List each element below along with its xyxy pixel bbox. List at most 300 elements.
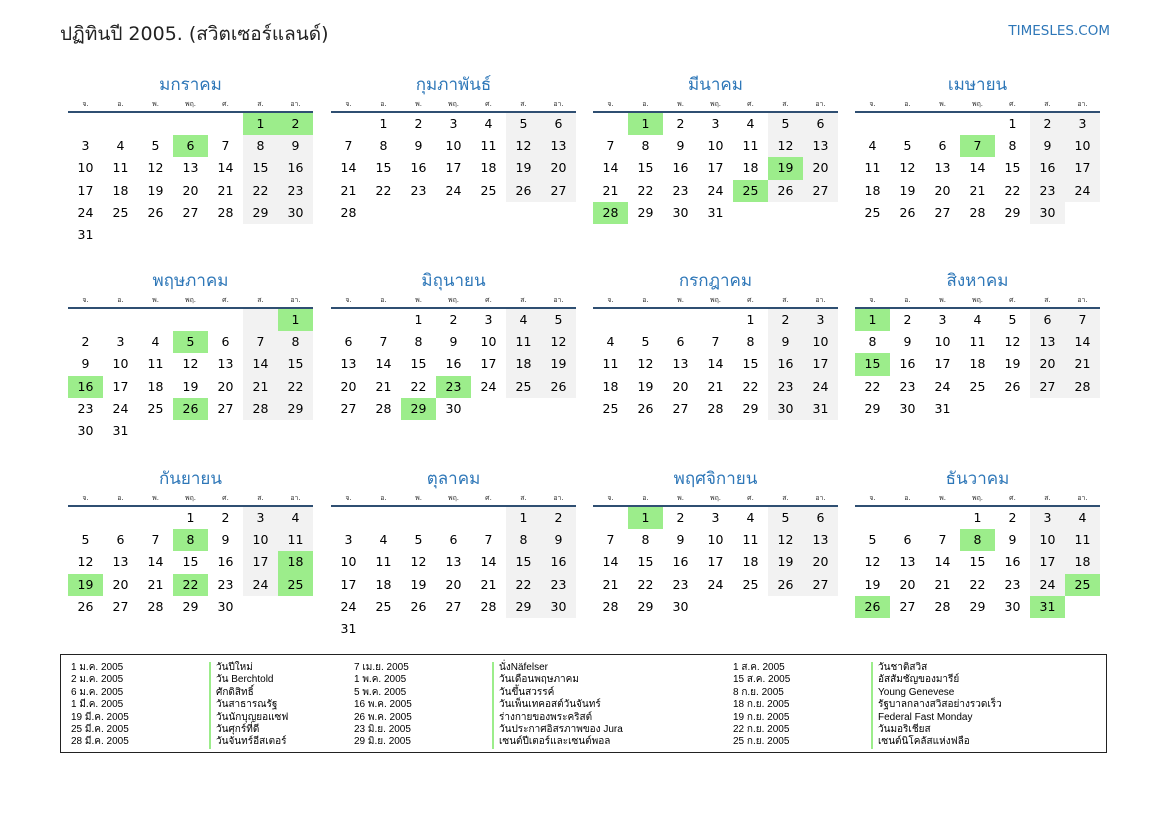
weekend-day-cell: 10 (1030, 529, 1065, 551)
day-cell: 12 (899, 160, 916, 176)
day-cell: 29 (969, 598, 986, 614)
day-cell: 9 (414, 138, 423, 154)
day-cell: 3 (344, 532, 353, 548)
day-cell: 22 (742, 378, 759, 394)
day-cell: 16 (672, 160, 689, 176)
day-cell: 10 (480, 334, 497, 350)
weekday-label: ศ. (222, 100, 229, 108)
day-cell: 7 (606, 532, 615, 548)
day-cell: 8 (641, 532, 650, 548)
day-cell: 21 (217, 182, 234, 198)
holiday-date: 22 ก.ย. 2005 (733, 723, 790, 735)
day-cell: 20 (445, 576, 462, 592)
weekend-day-cell: 3 (803, 309, 838, 331)
day-cell: 24 (340, 598, 357, 614)
day-cell: 23 (217, 576, 234, 592)
holiday-day-cell: 19 (768, 157, 803, 179)
day-cell: 18 (864, 182, 881, 198)
day-cell: 9 (81, 356, 90, 372)
empty-cell (628, 309, 663, 331)
weekend-day-cell: 28 (1065, 376, 1100, 398)
holiday-day-cell: 23 (436, 376, 471, 398)
weekend-day-cell: 7 (1065, 309, 1100, 331)
day-cell: 3 (938, 312, 947, 327)
day-cell: 21 (707, 378, 724, 394)
holiday-day-cell: 25 (733, 180, 768, 202)
day-cell: 20 (182, 182, 199, 198)
day-cell: 19 (1004, 356, 1021, 372)
day-cell: 4 (151, 334, 160, 350)
weekday-label: ศ. (485, 100, 492, 108)
weekend-day-cell: 29 (506, 596, 541, 618)
day-cell: 9 (676, 532, 685, 548)
day-cell: 7 (711, 334, 720, 350)
day-cell: 4 (606, 334, 615, 350)
holiday-date: 25 มี.ค. 2005 (71, 723, 129, 735)
empty-cell (173, 309, 208, 331)
day-cell: 3 (81, 138, 90, 154)
day-cell: 5 (1008, 312, 1017, 327)
weekend-day-cell: 12 (768, 135, 803, 157)
holiday-row (733, 712, 1002, 724)
weekday-label: พ. (415, 296, 422, 304)
month-calendar (855, 268, 1100, 420)
weekend-day-cell: 14 (243, 353, 278, 375)
day-cell: 15 (637, 554, 654, 570)
weekday-label: ศ. (222, 494, 229, 502)
weekend-day-cell: 8 (243, 135, 278, 157)
day-cell: 13 (112, 554, 129, 570)
weekend-day-cell: 11 (1065, 529, 1100, 551)
day-cell: 29 (637, 204, 654, 220)
holiday-day-cell: 7 (960, 135, 995, 157)
empty-cell (331, 113, 366, 135)
day-cell: 18 (742, 554, 759, 570)
holiday-row (354, 699, 623, 711)
day-cell: 14 (707, 356, 724, 372)
empty-cell (103, 309, 138, 331)
weekend-day-cell: 20 (803, 551, 838, 573)
day-cell: 28 (969, 204, 986, 220)
weekday-label: อา. (815, 296, 826, 304)
weekend-day-cell: 10 (1065, 135, 1100, 157)
weekend-day-cell: 24 (1065, 180, 1100, 202)
weekday-label: อา. (815, 494, 826, 502)
day-cell: 7 (151, 532, 160, 548)
holiday-column (354, 662, 623, 749)
weekend-day-cell: 5 (768, 507, 803, 529)
weekend-day-cell: 24 (1030, 574, 1065, 596)
day-cell: 11 (375, 554, 392, 570)
weekend-day-cell: 23 (541, 574, 576, 596)
day-cell: 7 (938, 532, 947, 548)
weekday-label: พ. (677, 100, 684, 108)
holiday-day-cell: 26 (855, 596, 890, 618)
day-cell: 3 (711, 510, 720, 525)
holiday-day-cell: 1 (628, 507, 663, 529)
weekday-label: ศ. (485, 494, 492, 502)
day-cell: 22 (864, 378, 881, 394)
weekend-day-cell: 4 (278, 507, 313, 529)
holiday-day-cell: 28 (593, 202, 628, 224)
holiday-name: Young Genevese (871, 687, 954, 699)
day-cell: 2 (903, 312, 912, 327)
month-name: มิถุนายน (421, 271, 486, 291)
weekend-day-cell: 14 (1065, 331, 1100, 353)
holiday-day-cell: 5 (173, 331, 208, 353)
weekday-label: ศ. (1009, 296, 1016, 304)
empty-cell (103, 507, 138, 529)
holiday-row (354, 724, 623, 736)
holiday-date: 23 มิ.ย. 2005 (354, 723, 411, 735)
day-cell: 6 (676, 334, 685, 350)
weekend-day-cell: 1 (506, 507, 541, 529)
weekday-label: อ. (642, 296, 649, 304)
empty-cell (68, 309, 103, 331)
weekend-day-cell: 18 (506, 353, 541, 375)
weekday-label: อา. (553, 100, 564, 108)
holiday-day-cell: 26 (173, 398, 208, 420)
day-cell: 13 (182, 160, 199, 176)
holiday-row (733, 662, 1002, 674)
holiday-date: 25 ก.ย. 2005 (733, 736, 790, 748)
day-cell: 21 (934, 576, 951, 592)
month-name: กันยายน (158, 469, 222, 489)
day-cell: 19 (864, 576, 881, 592)
day-cell: 18 (602, 378, 619, 394)
weekday-label: พ. (939, 296, 946, 304)
weekday-header (855, 294, 1100, 307)
day-cell: 24 (112, 400, 129, 416)
month-name: พฤศจิกายน (673, 469, 758, 489)
empty-cell (890, 507, 925, 529)
holiday-name: วันสาธารณรัฐ (209, 699, 277, 711)
weekday-label: อ. (117, 494, 124, 502)
holiday-row (354, 712, 623, 724)
day-cell: 22 (1004, 182, 1021, 198)
weekday-label: อา. (815, 100, 826, 108)
day-cell: 23 (672, 576, 689, 592)
weekend-day-cell: 13 (1030, 331, 1065, 353)
day-cell: 25 (112, 204, 129, 220)
holiday-date: 19 ก.ย. 2005 (733, 711, 790, 723)
day-cell: 14 (934, 554, 951, 570)
weekend-day-cell: 11 (278, 529, 313, 551)
holiday-day-cell: 16 (68, 376, 103, 398)
weekend-day-cell: 10 (803, 331, 838, 353)
empty-cell (593, 113, 628, 135)
weekend-day-cell: 20 (803, 157, 838, 179)
holiday-row (354, 662, 623, 674)
holiday-list (60, 654, 1107, 753)
weekday-label: อ. (117, 100, 124, 108)
weekday-label: พฤ. (447, 100, 460, 108)
weekday-label: ศ. (747, 100, 754, 108)
weekend-day-cell: 9 (541, 529, 576, 551)
weekday-label: พฤ. (709, 494, 722, 502)
holiday-date: 29 มิ.ย. 2005 (354, 736, 411, 748)
holiday-name: วันประกาศอิสรภาพของ Jura (492, 724, 623, 736)
day-cell: 23 (899, 378, 916, 394)
empty-cell (68, 113, 103, 135)
weekend-day-cell: 9 (1030, 135, 1065, 157)
holiday-name: วันมอริเชียส (871, 724, 931, 736)
day-cell: 7 (344, 138, 353, 154)
weekend-day-cell: 29 (243, 202, 278, 224)
day-cell: 14 (375, 356, 392, 372)
holiday-day-cell: 6 (173, 135, 208, 157)
holiday-date: 2 ม.ค. 2005 (71, 674, 124, 686)
weekday-label: พ. (415, 100, 422, 108)
weekday-label: จ. (345, 296, 352, 304)
day-cell: 11 (742, 138, 759, 154)
day-cell: 20 (672, 378, 689, 394)
month-name: ตุลาคม (426, 469, 481, 489)
day-cell: 6 (116, 532, 125, 548)
weekend-day-cell: 16 (1030, 157, 1065, 179)
day-cell: 22 (637, 182, 654, 198)
empty-cell (138, 507, 173, 529)
day-cell: 25 (969, 378, 986, 394)
holiday-name: วันจันทร์อีสเตอร์ (209, 736, 287, 748)
day-cell: 10 (934, 334, 951, 350)
day-cell: 12 (864, 554, 881, 570)
day-cell: 11 (480, 138, 497, 154)
weekday-label: อ. (904, 296, 911, 304)
weekend-day-cell: 6 (803, 113, 838, 135)
weekend-day-cell: 17 (243, 551, 278, 573)
weekday-label: จ. (869, 296, 876, 304)
weekend-day-cell: 30 (541, 596, 576, 618)
weekday-header (68, 492, 313, 505)
day-cell: 8 (746, 334, 755, 350)
day-cell: 4 (973, 312, 982, 327)
day-cell: 6 (449, 532, 458, 548)
day-cell: 10 (77, 160, 94, 176)
weekend-day-cell: 20 (541, 157, 576, 179)
day-cell: 12 (77, 554, 94, 570)
weekend-day-cell: 22 (278, 376, 313, 398)
weekend-day-cell: 13 (803, 529, 838, 551)
day-cell: 6 (221, 334, 230, 350)
empty-cell (960, 113, 995, 135)
weekday-label: ศ. (747, 494, 754, 502)
weekday-label: จ. (82, 100, 89, 108)
day-cell: 29 (742, 400, 759, 416)
empty-cell (366, 507, 401, 529)
weekday-label: พฤ. (447, 296, 460, 304)
holiday-name: อัสสัมชัญของมารีย์ (871, 674, 959, 686)
day-cell: 15 (742, 356, 759, 372)
day-cell: 24 (445, 182, 462, 198)
day-cell: 4 (868, 138, 877, 154)
holiday-date: 19 มี.ค. 2005 (71, 711, 129, 723)
weekend-day-cell: 27 (541, 180, 576, 202)
day-cell: 12 (637, 356, 654, 372)
weekend-day-cell: 17 (803, 353, 838, 375)
holiday-date: 5 พ.ค. 2005 (354, 686, 407, 698)
day-cell: 5 (414, 532, 423, 548)
day-cell: 27 (934, 204, 951, 220)
weekend-day-cell: 27 (803, 574, 838, 596)
month-calendar (593, 72, 838, 224)
day-cell: 27 (899, 598, 916, 614)
weekend-day-cell: 20 (1030, 353, 1065, 375)
day-cell: 1 (973, 510, 982, 525)
month-calendar (855, 72, 1100, 224)
month-calendar (331, 466, 576, 640)
weekend-day-cell: 27 (1030, 376, 1065, 398)
empty-cell (663, 309, 698, 331)
holiday-row (354, 687, 623, 699)
day-cell: 30 (217, 598, 234, 614)
day-grid (331, 113, 576, 224)
weekday-label: พ. (152, 100, 159, 108)
day-cell: 6 (938, 138, 947, 154)
empty-cell (103, 113, 138, 135)
weekend-day-cell: 19 (506, 157, 541, 179)
weekday-label: พ. (152, 494, 159, 502)
day-cell: 27 (445, 598, 462, 614)
day-cell: 17 (445, 160, 462, 176)
weekend-day-cell: 31 (803, 398, 838, 420)
day-cell: 2 (414, 116, 423, 131)
weekday-header (68, 294, 313, 307)
weekend-day-cell: 22 (243, 180, 278, 202)
day-cell: 12 (410, 554, 427, 570)
month-calendar (331, 268, 576, 420)
day-cell: 9 (221, 532, 230, 548)
weekend-day-cell: 12 (768, 529, 803, 551)
weekend-day-cell: 30 (1030, 202, 1065, 224)
weekend-day-cell: 24 (243, 574, 278, 596)
day-cell: 26 (899, 204, 916, 220)
day-cell: 26 (147, 204, 164, 220)
weekday-label: ส. (257, 100, 264, 108)
day-cell: 15 (969, 554, 986, 570)
day-cell: 25 (602, 400, 619, 416)
day-cell: 10 (707, 532, 724, 548)
weekend-day-cell: 26 (541, 376, 576, 398)
holiday-column (71, 662, 288, 749)
day-cell: 28 (147, 598, 164, 614)
day-grid (68, 113, 313, 246)
brand-link[interactable]: TIMESLES.COM (1008, 23, 1110, 39)
weekday-header (331, 98, 576, 111)
holiday-date: 1 ส.ค. 2005 (733, 662, 785, 673)
weekday-label: อ. (380, 100, 387, 108)
day-cell: 12 (182, 356, 199, 372)
weekend-day-cell: 9 (278, 135, 313, 157)
day-cell: 30 (445, 400, 462, 416)
day-cell: 10 (340, 554, 357, 570)
weekday-label: ศ. (1009, 100, 1016, 108)
weekday-label: อา. (553, 494, 564, 502)
day-cell: 25 (742, 576, 759, 592)
weekday-label: จ. (607, 494, 614, 502)
day-cell: 24 (707, 182, 724, 198)
weekday-label: พฤ. (447, 494, 460, 502)
day-cell: 17 (934, 356, 951, 372)
weekend-day-cell: 13 (803, 135, 838, 157)
day-grid (331, 309, 576, 420)
day-cell: 18 (147, 378, 164, 394)
weekday-header (331, 492, 576, 505)
day-grid (855, 113, 1100, 224)
weekday-label: พฤ. (971, 100, 984, 108)
empty-cell (698, 309, 733, 331)
weekday-label: ส. (520, 100, 527, 108)
weekend-day-cell: 15 (278, 353, 313, 375)
weekend-day-cell: 19 (768, 551, 803, 573)
weekend-day-cell: 12 (506, 135, 541, 157)
weekday-label: ส. (520, 494, 527, 502)
day-cell: 2 (1008, 510, 1017, 525)
empty-cell (243, 309, 278, 331)
month-calendar (593, 466, 838, 618)
day-cell: 27 (112, 598, 129, 614)
day-cell: 4 (746, 116, 755, 131)
day-cell: 15 (182, 554, 199, 570)
day-cell: 22 (410, 378, 427, 394)
day-cell: 26 (637, 400, 654, 416)
weekday-label: ศ. (485, 296, 492, 304)
day-cell: 30 (672, 204, 689, 220)
holiday-row (71, 736, 288, 748)
day-cell: 14 (602, 160, 619, 176)
holiday-day-cell: 1 (243, 113, 278, 135)
day-cell: 25 (147, 400, 164, 416)
empty-cell (593, 309, 628, 331)
weekday-header (68, 98, 313, 111)
day-cell: 30 (1004, 598, 1021, 614)
weekday-label: ส. (1044, 296, 1051, 304)
day-cell: 18 (969, 356, 986, 372)
weekday-label: อ. (904, 100, 911, 108)
weekend-day-cell: 23 (1030, 180, 1065, 202)
day-cell: 11 (147, 356, 164, 372)
day-cell: 16 (1004, 554, 1021, 570)
weekday-label: อา. (553, 296, 564, 304)
day-cell: 28 (340, 204, 357, 220)
weekday-label: ศ. (1009, 494, 1016, 502)
day-cell: 23 (672, 182, 689, 198)
weekday-label: พ. (939, 100, 946, 108)
day-cell: 20 (112, 576, 129, 592)
weekend-day-cell: 17 (1065, 157, 1100, 179)
day-cell: 1 (414, 312, 423, 327)
day-grid (855, 309, 1100, 420)
holiday-name: ศักดิสิทธิ์ (209, 687, 254, 699)
day-cell: 19 (410, 576, 427, 592)
day-cell: 21 (480, 576, 497, 592)
day-cell: 3 (484, 312, 493, 327)
weekend-day-cell: 8 (506, 529, 541, 551)
day-cell: 11 (602, 356, 619, 372)
holiday-name: วัน Berchtold (209, 674, 273, 686)
empty-cell (925, 507, 960, 529)
day-cell: 25 (864, 204, 881, 220)
day-cell: 21 (375, 378, 392, 394)
day-cell: 25 (480, 182, 497, 198)
day-cell: 3 (711, 116, 720, 131)
day-cell: 7 (606, 138, 615, 154)
day-cell: 17 (340, 576, 357, 592)
holiday-day-cell: 25 (1065, 574, 1100, 596)
weekend-day-cell: 21 (1065, 353, 1100, 375)
weekend-day-cell: 6 (541, 113, 576, 135)
weekend-day-cell: 30 (278, 202, 313, 224)
